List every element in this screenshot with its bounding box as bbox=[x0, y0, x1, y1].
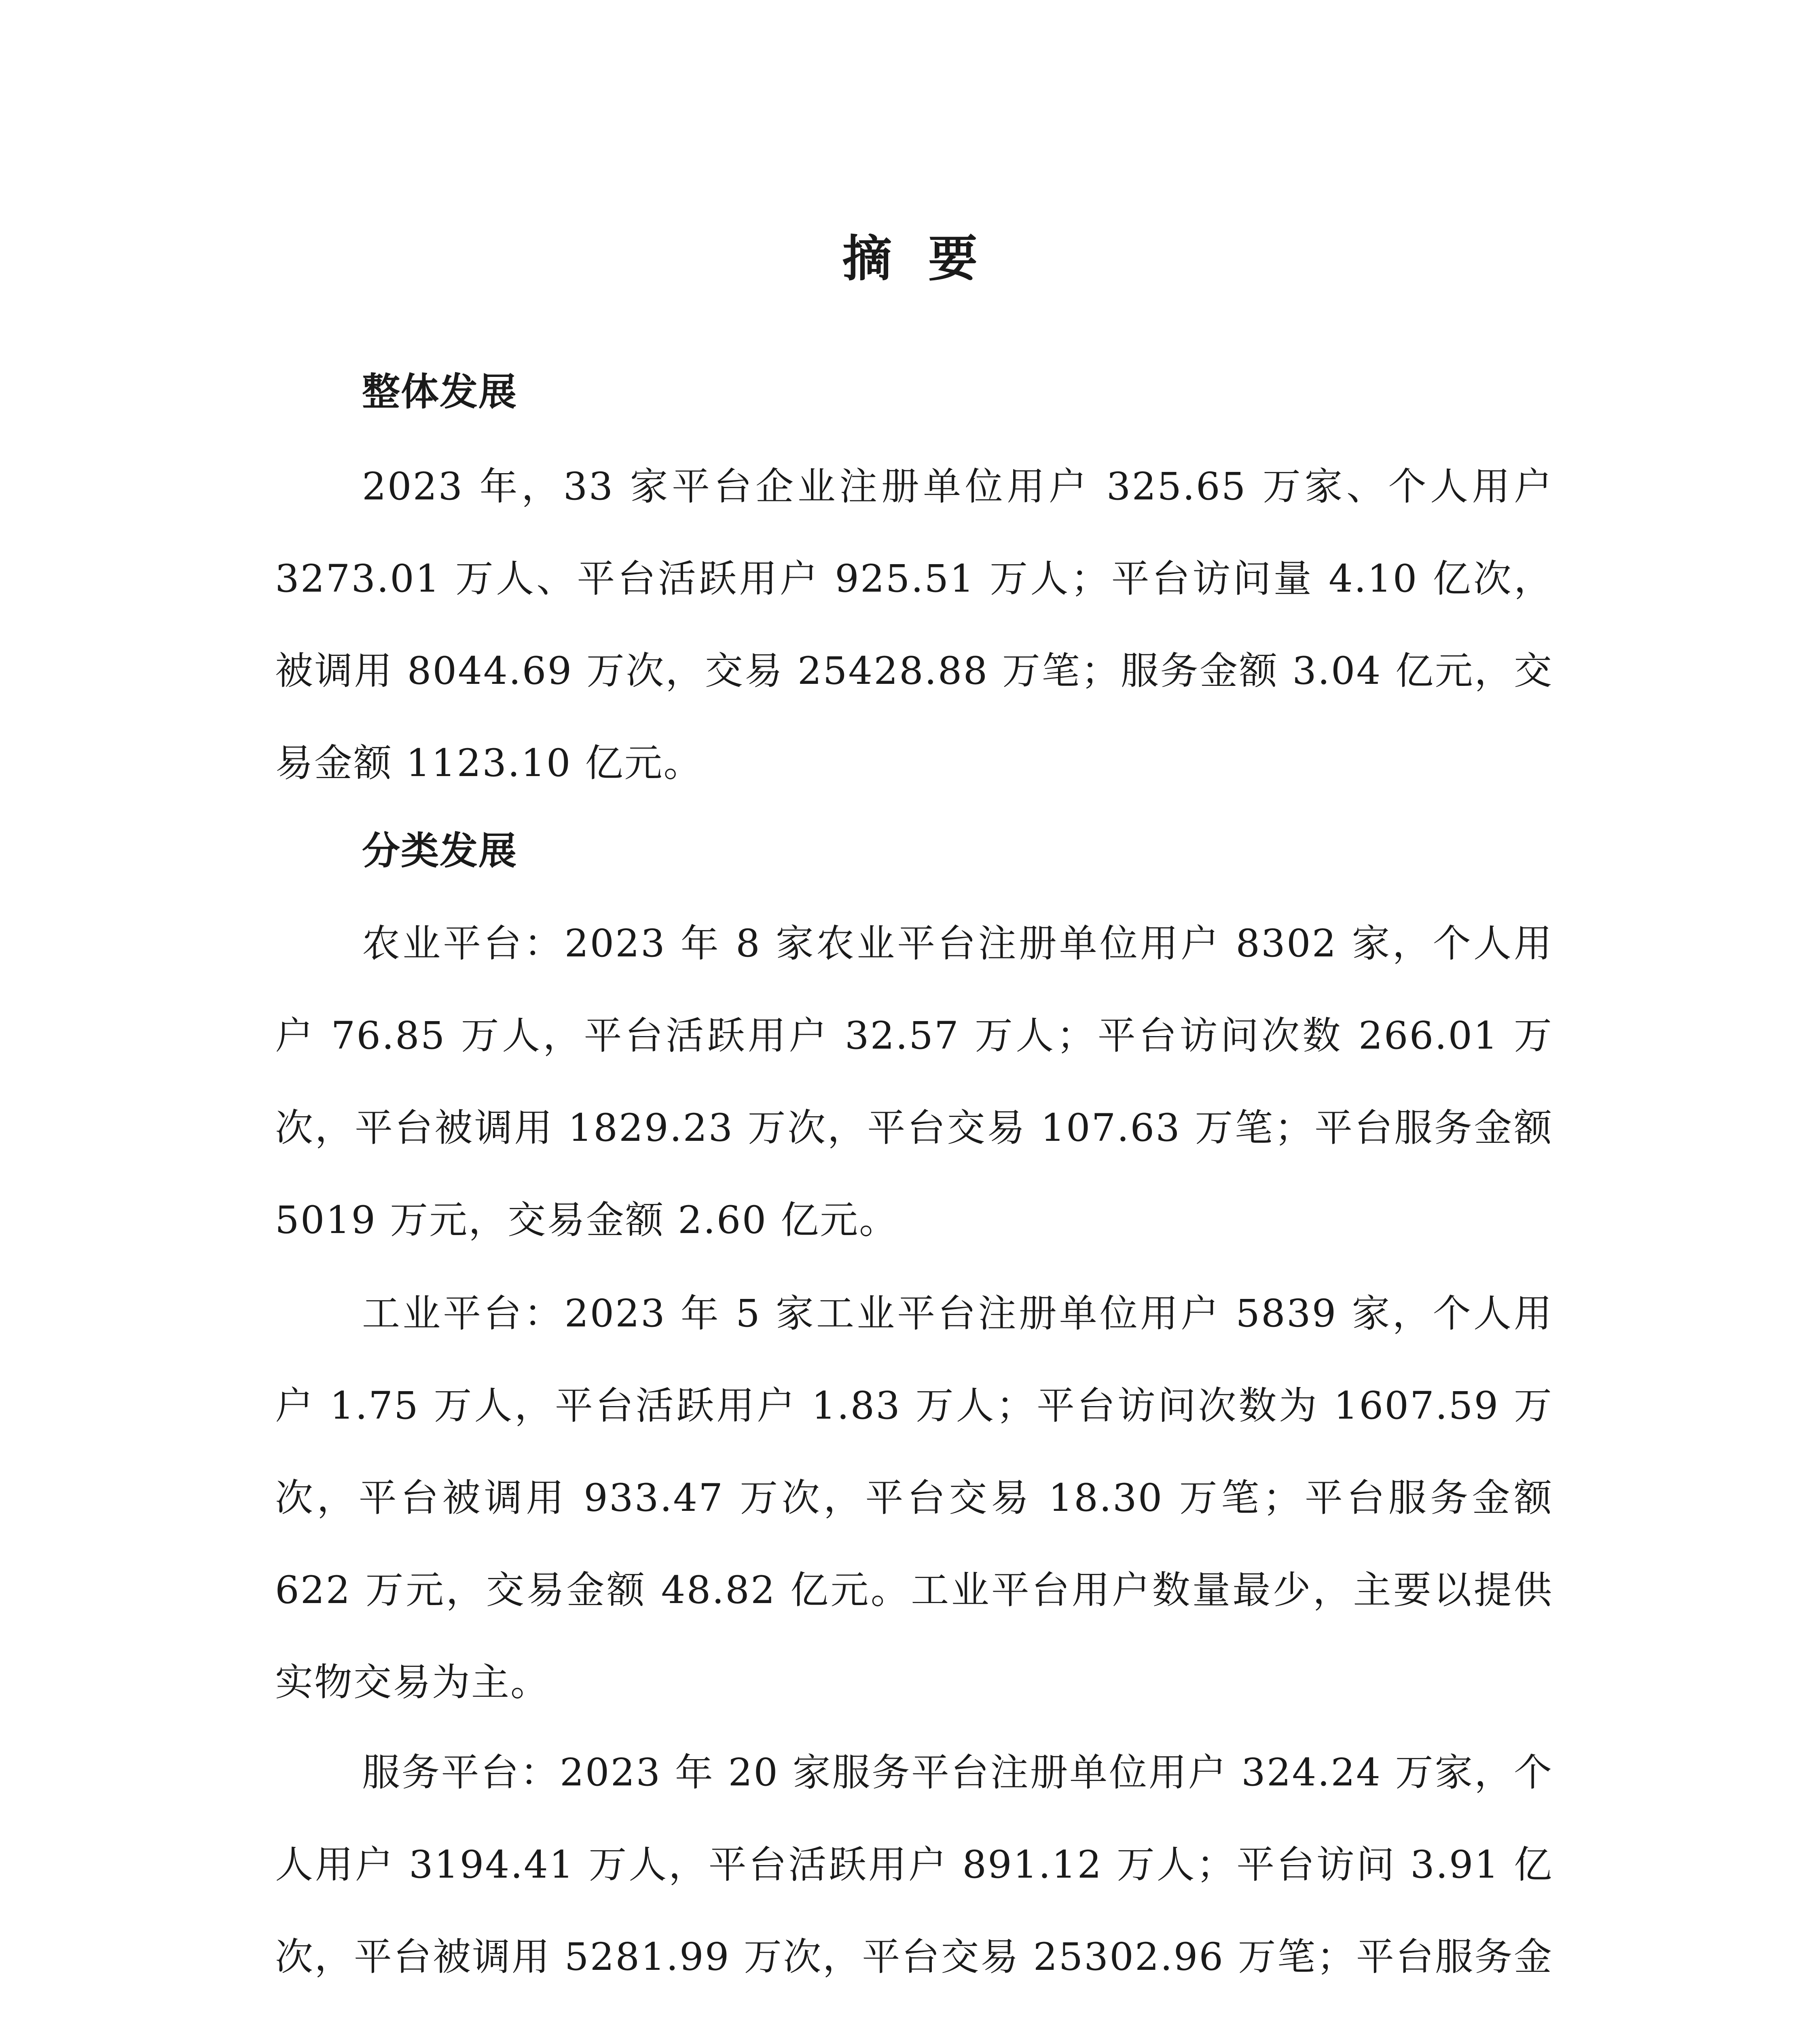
section-heading-category: 分类发展 bbox=[362, 829, 518, 873]
page-title: 摘要 bbox=[842, 230, 1014, 288]
paragraph-service: 服务平台：2023 年 20 家服务平台注册单位用户 324.24 万家，个人用户 3194.41 万人，平台活跃用户 891.12 万人；平台访问 3.91 亿次，平台被调用 5281.99 万次，平台交易 25302.96 万笔；平台服务金 bbox=[275, 1751, 1553, 1979]
paragraph-overall: 2023 年，33 家平台企业注册单位用户 325.65 万家、个人用户 3273.01 万人、平台活跃用户 925.51 万人；平台访问量 4.10 亿次，被调用 8044.69 万次，交易 25428.88 万笔；服务金额 3.04 亿元，交易金额 1123.10 亿元。 bbox=[275, 465, 1553, 785]
paragraph-industry: 工业平台：2023 年 5 家工业平台注册单位用户 5839 家，个人用户 1.75 万人，平台活跃用户 1.83 万人；平台访问次数为 1607.59 万次，平台被调用 933.47 万次，平台交易 18.30 万笔；平台服务金额 622 万元，交易金额 48.82 亿元。工业平台用户数量最少，主要以提供实物交易为主。 bbox=[275, 1292, 1553, 1705]
section-heading-overall: 整体发展 bbox=[362, 370, 518, 414]
paragraph-agriculture: 农业平台：2023 年 8 家农业平台注册单位用户 8302 家，个人用户 76.85 万人，平台活跃用户 32.57 万人；平台访问次数 266.01 万次，平台被调用 1829.23 万次，平台交易 107.63 万笔；平台服务金额 5019 万元，交易金额 2.60 亿元。 bbox=[275, 922, 1553, 1242]
